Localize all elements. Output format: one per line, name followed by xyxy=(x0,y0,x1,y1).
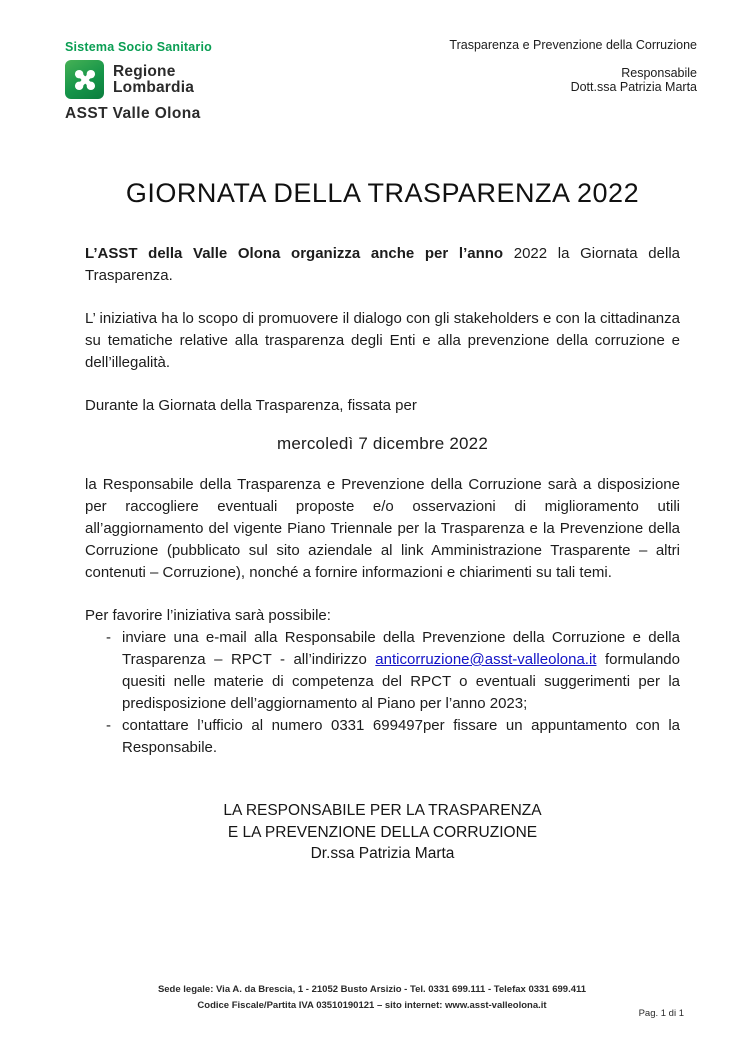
responsible-role: Responsabile xyxy=(621,65,697,80)
paragraph-intro-bold: L’ASST della Valle Olona organizza anche per l’anno xyxy=(85,245,504,262)
signature-name: Dr.ssa Patrizia Marta xyxy=(310,845,455,862)
page-footer xyxy=(58,982,686,1019)
email-link[interactable]: anticorruzione@asst-valleolona.it xyxy=(375,651,597,668)
region-name: Regione Lombardia xyxy=(113,62,195,96)
header-office-block xyxy=(449,38,697,95)
regione-lombardia-logo xyxy=(65,40,212,123)
list-item-email-pre: inviare una e-mail alla Responsabile della Prevenzione della Corruzione e della Trasparenza – RPCT - all’indirizzo xyxy=(122,629,680,668)
signature-role-line1: LA RESPONSABILE PER LA TRASPARENZA xyxy=(223,802,542,819)
paragraph-details: la Responsabile della Trasparenza e Prevenzione della Corruzione sarà a disposizione per raccogliere eventuali proposte e/o osservazioni di miglioramento utili all’aggiornamento del vigente Piano Triennale per la Trasparenza e la Prevenzione della Corruzione (pubblicato sul sito aziendale al link Amministrazione Trasparente – altri contenuti – Corruzione), nonché a fornire informazioni e chiarimenti su tali temi. xyxy=(85,476,680,581)
paragraph-list-intro: Per favorire l’iniziativa sarà possibile: xyxy=(85,607,331,624)
event-date: mercoledì 7 dicembre 2022 xyxy=(276,434,488,453)
rosa-camuna-icon xyxy=(65,60,104,99)
document-body xyxy=(85,170,680,865)
page-title: GIORNATA DELLA TRASPARENZA 2022 xyxy=(125,178,640,208)
org-name: ASST Valle Olona xyxy=(65,105,201,122)
signature-role-line2: E LA PREVENZIONE DELLA CORRUZIONE xyxy=(227,823,538,841)
list-item-email-post: formulando quesiti nelle materie di competenza del RPCT o eventuali suggerimenti per la predisposizione dell’aggiornamento al Piano per l’anno 2023; xyxy=(122,651,680,712)
sistema-socio-sanitario-label: Sistema Socio Sanitario xyxy=(65,40,213,54)
paragraph-purpose: L’ iniziativa ha lo scopo di promuovere il dialogo con gli stakeholders e con la cittadinanza su tematiche relative alla trasparenza degli Enti e alla prevenzione della corruzione e dell’illegalità. xyxy=(85,310,680,371)
action-list xyxy=(85,627,680,759)
paragraph-during: Durante la Giornata della Trasparenza, fissata per xyxy=(85,397,417,414)
page-number: Pag. 1 di 1 xyxy=(638,1008,684,1019)
footer-fiscal: Codice Fiscale/Partita IVA 03510190121 – sito internet: www.asst-valleolona.it xyxy=(197,1000,547,1011)
list-item-email xyxy=(85,627,680,715)
paragraph-intro-rest: 2022 la Giornata della Trasparenza. xyxy=(85,245,680,284)
list-item-phone: - contattare l’ufficio al numero 0331 699497per fissare un appuntamento con la Responsabile. xyxy=(85,715,680,759)
responsible-name: Dott.ssa Patrizia Marta xyxy=(570,80,697,94)
paragraph-intro xyxy=(85,243,680,287)
footer-address: Sede legale: Via A. da Brescia, 1 - 21052 Busto Arsizio - Tel. 0331 699.111 - Telefax 0331 699.411 xyxy=(157,984,587,995)
office-title: Trasparenza e Prevenzione della Corruzione xyxy=(449,38,697,52)
signature-block xyxy=(85,800,680,865)
